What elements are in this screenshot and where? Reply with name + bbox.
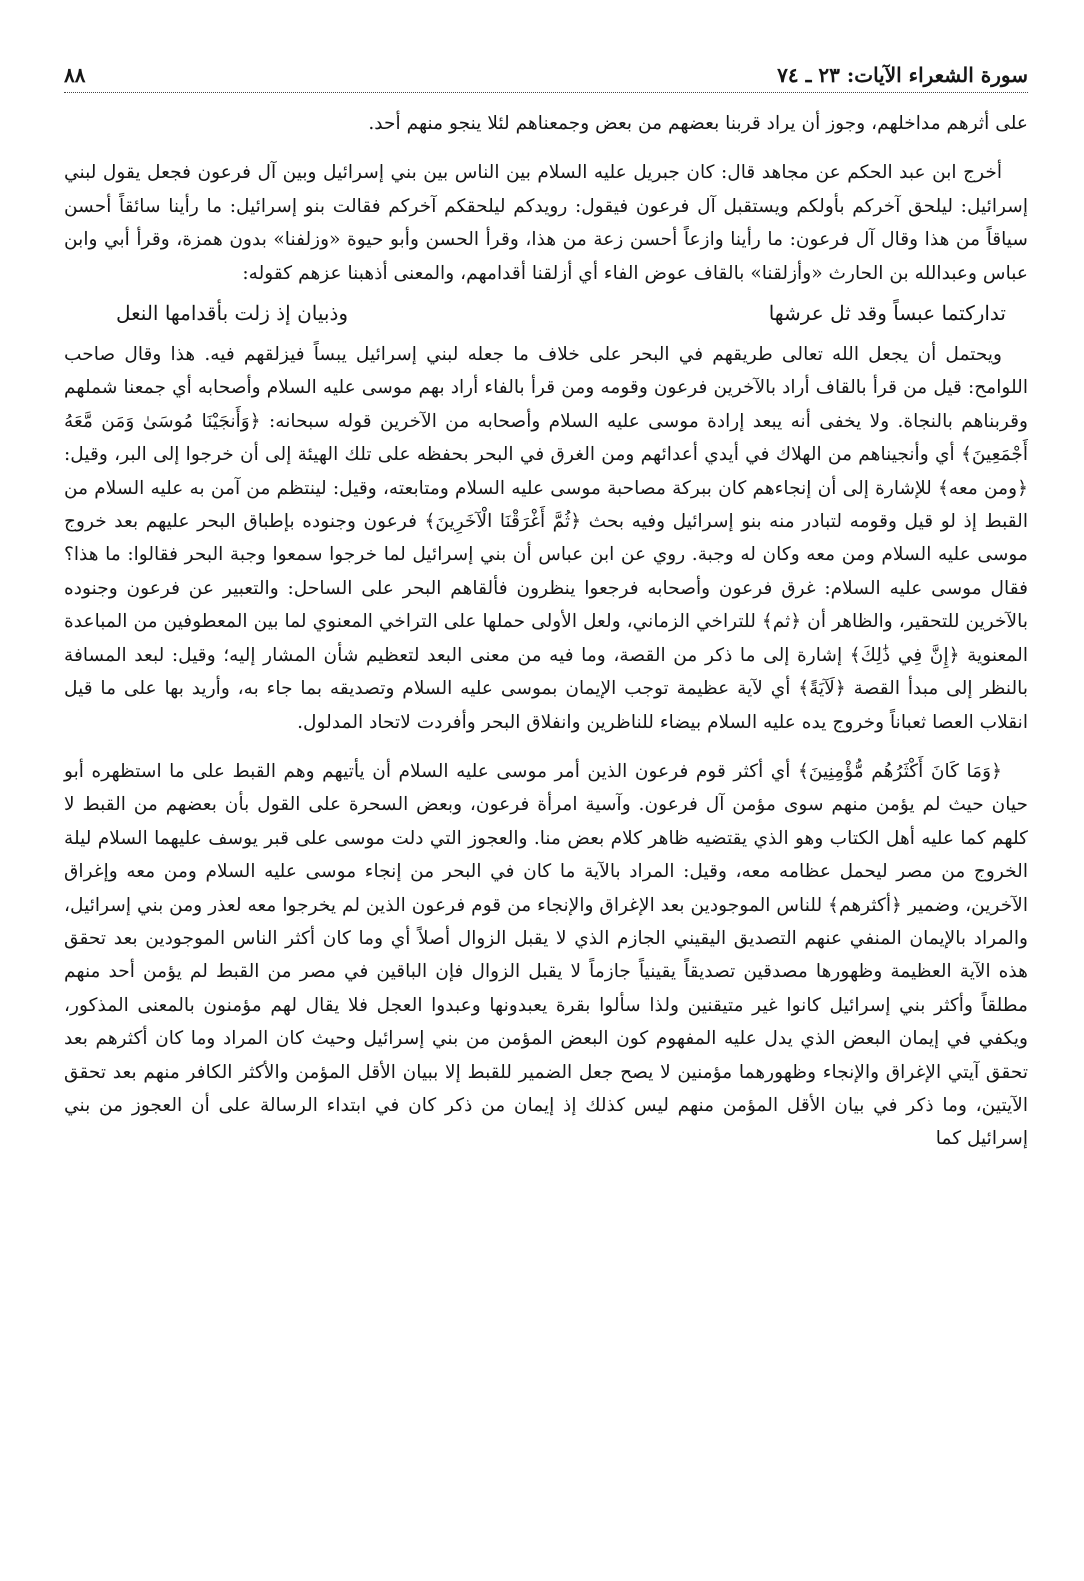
poem-hemistich-second: وذبيان إذ زلت بأقدامها النعل <box>116 301 349 326</box>
poem-hemistich-first: تداركتما عبساً وقد ثل عرشها <box>768 301 1006 326</box>
poetry-verse <box>64 294 1028 332</box>
page-number: ٨٨ <box>64 63 86 87</box>
page <box>64 62 1028 1160</box>
paragraph-commentary: ويحتمل أن يجعل الله تعالى طريقهم في البحر على خلاف ما جعله لبني إسرائيل يبساً فيزلقهم فيه. هذا وقال صاحب اللوامح: قيل من قرأ بالقاف أراد بالآخرين فرعون وقومه ومن قرأ بالفاء أراد بهم موسى عليه السلام وأصحابه أي جمعنا شملهم وقربناهم بالنجاة. ولا يخفى أنه يبعد إرادة موسى عليه السلام وأصحابه من الآخرين قوله سبحانه: ﴿وَأَنجَيْنَا مُوسَىٰ وَمَن مَّعَهُ أَجْمَعِينَ﴾ أي وأنجيناهم من الهلاك في أيدي أعدائهم ومن الغرق في البحر بحفظه على تلك الهيئة إلى أن خرجوا إلى البر، وقيل: ﴿ومن معه﴾ للإشارة إلى أن إنجاءهم كان ببركة مصاحبة موسى عليه السلام ومتابعته، وقيل: لينتظم من آمن به عليه السلام من القبط إذ لو قيل وقومه لتبادر منه بنو إسرائيل وفيه بحث ﴿ثُمَّ أَغْرَقْنَا الْآخَرِينَ﴾ فرعون وجنوده بإطباق البحر عليهم بعد خروج موسى عليه السلام ومن معه وكان له وجبة. روي عن ابن عباس أن بني إسرائيل لما خرجوا سمعوا وجبة البحر فقالوا: ما هذا؟ فقال موسى عليه السلام: غرق فرعون وأصحابه فرجعوا ينظرون فألقاهم البحر على الساحل: والتعبير عن فرعون وجنوده بالآخرين للتحقير، والظاهر أن ﴿ثم﴾ للتراخي الزماني، ولعل الأولى حملها على التراخي المعنوي لما بين المعطوفين من المباعدة المعنوية ﴿إِنَّ فِي ذَٰلِكَ﴾ إشارة إلى ما ذكر من القصة، وما فيه من معنى البعد لتعظيم شأن المشار إليه؛ وقيل: لبعد المسافة بالنظر إلى مبدأ القصة ﴿لَآيَةً﴾ أي لآية عظيمة توجب الإيمان بموسى عليه السلام وتصديقه بما جاء به، وأريد بها على ما قيل انقلاب العصا ثعباناً وخروج يده عليه السلام بيضاء للناظرين وانفلاق البحر وأفردت لاتحاد المدلول. <box>64 344 1028 733</box>
paragraph-narration: أخرج ابن عبد الحكم عن مجاهد قال: كان جبريل عليه السلام بين الناس بين بني إسرائيل وبين آل فرعون فجعل يقول لبني إسرائيل: ليلحق آخركم بأولكم ويستقبل آل فرعون فيقول: رويدكم ليلحقكم آخركم فقالت بنو إسرائيل: ما رأينا سائقاً أحسن سياقاً من هذا وقال آل فرعون: ما رأينا وازعاً أحسن زعة من هذا، وقرأ الحسن وأبو حيوة «وزلفنا» بدون همزة، وقرأ أبي وابن عباس وعبدالله بن الحارث «وأزلقنا» بالقاف عوض الفاء أي أزلقنا أقدامهم، والمعنى أذهبنا عزهم كقوله: <box>64 162 1028 284</box>
paragraph-gap <box>64 144 1028 156</box>
header-title: سورة الشعراء الآيات: ٢٣ ـ ٧٤ <box>777 63 1028 87</box>
running-header <box>64 62 1028 93</box>
paragraph-commentary-verse: ﴿وَمَا كَانَ أَكْثَرُهُم مُّؤْمِنِينَ﴾ أي أكثر قوم فرعون الذين أمر موسى عليه السلام أن يأتيهم وهم القبط على ما استظهره أبو حيان حيث لم يؤمن منهم سوى مؤمن آل فرعون. وآسية امرأة فرعون، وبعض السحرة على القول بأن بعضهم من القبط لا كلهم كما عليه أهل الكتاب وهو الذي يقتضيه ظاهر كلام بعض منا. والعجوز التي دلت موسى على قبر يوسف عليهما السلام ليلة الخروج من مصر ليحمل عظامه معه، وقيل: المراد بالآية ما كان في البحر من إنجاء موسى عليه السلام ومن معه وإغراق الآخرين، وضمير ﴿أكثرهم﴾ للناس الموجودين بعد الإغراق والإنجاء من قوم فرعون الذين لم يخرجوا معه لعذر ومن بني إسرائيل، والمراد بالإيمان المنفي عنهم التصديق اليقيني الجازم الذي لا يقبل الزوال أصلاً أي وما كان أكثر الناس الموجودين بعد تحقق هذه الآية العظيمة وظهورها مصدقين تصديقاً يقينياً جازماً لا يقبل الزوال فإن الباقين في مصر من القبط لم يؤمن أحد منهم مطلقاً وأكثر بني إسرائيل كانوا غير متيقنين ولذا سألوا بقرة يعبدونها وعبدوا العجل فلا يقال لهم مؤمنون بالمعنى المذكور، ويكفي في إيمان البعض الذي يدل عليه المفهوم كون البعض المؤمن من بني إسرائيل وحيث كان المراد وما كان أكثرهم بعد تحقق آيتي الإغراق والإنجاء وظهورهما مؤمنين لا يصح جعل الضمير للقبط إلا ببيان الأقل المؤمن والأكثر الكافر منهم بعد تحقق الآيتين، وما ذكر في بيان الأقل المؤمن منهم ليس كذلك إذ إيمان من ذكر كان في ابتداء الرسالة على أن العجوز من بني إسرائيل كما <box>64 760 1028 1150</box>
paragraph-continuation: على أثرهم مداخلهم، وجوز أن يراد قربنا بعضهم من بعض وجمعناهم لئلا ينجو منهم أحد. <box>368 113 1028 134</box>
paragraph-gap <box>64 743 1028 755</box>
